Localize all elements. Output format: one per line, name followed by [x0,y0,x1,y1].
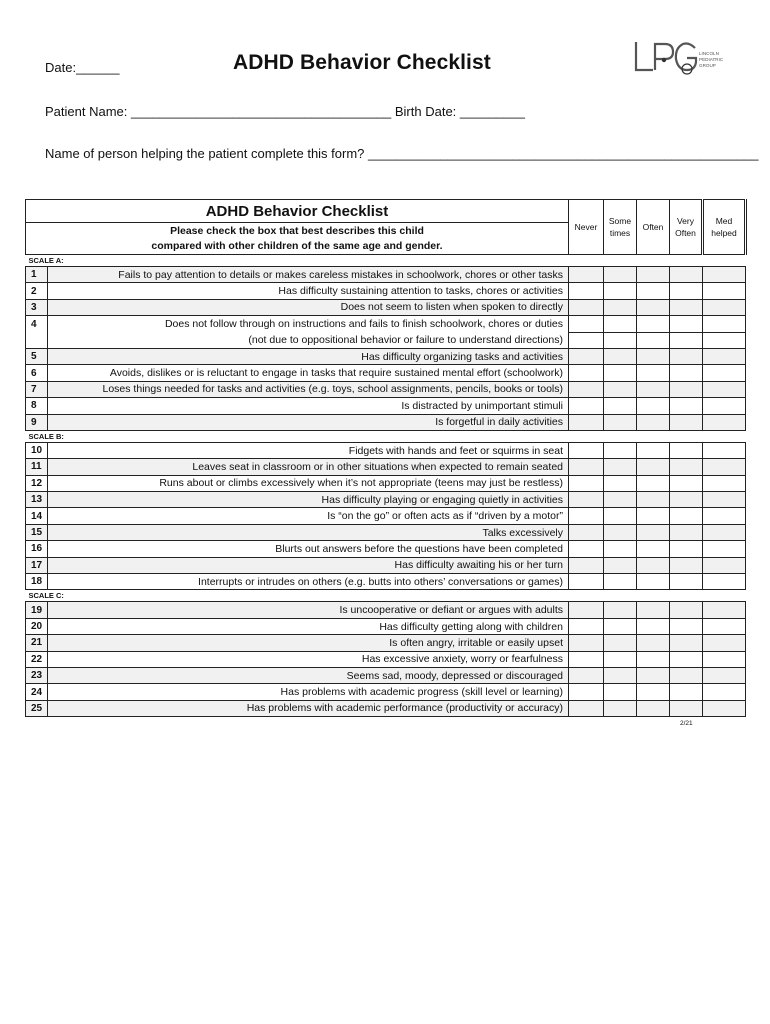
item-number: 11 [26,459,48,475]
sometimes-checkbox[interactable] [604,651,637,667]
med-helped-checkbox[interactable] [703,381,746,397]
item-text: Has difficulty sustaining attention to tasks, chores or activities [48,283,569,299]
often-checkbox[interactable] [637,475,670,491]
very-often-checkbox[interactable] [670,365,703,381]
often-checkbox[interactable] [637,684,670,700]
item-text: Runs about or climbs excessively when it’s not appropriate (teens may just be restless) [48,475,569,491]
sometimes-checkbox[interactable] [604,557,637,573]
very-often-checkbox[interactable] [670,332,703,348]
item-number: 21 [26,635,48,651]
med-helped-checkbox[interactable] [703,557,746,573]
checklist-item-row [26,442,746,458]
checklist-item-row [26,602,746,618]
sometimes-checkbox[interactable] [604,398,637,414]
item-text: (not due to oppositional behavior or failure to understand directions) [48,332,569,348]
sometimes-checkbox[interactable] [604,332,637,348]
checklist-item-row [26,667,746,683]
item-text: Avoids, dislikes or is reluctant to engage in tasks that require sustained mental effort (schoolwork) [48,365,569,381]
never-checkbox[interactable] [569,332,604,348]
item-number: 3 [26,299,48,315]
med-helped-checkbox[interactable] [703,541,746,557]
never-checkbox[interactable] [569,492,604,508]
very-often-checkbox[interactable] [670,299,703,315]
never-checkbox[interactable] [569,651,604,667]
item-text: Seems sad, moody, depressed or discouraged [48,667,569,683]
item-text: Has difficulty awaiting his or her turn [48,557,569,573]
med-helped-checkbox[interactable] [703,414,746,430]
item-number: 7 [26,381,48,397]
med-helped-checkbox[interactable] [703,459,746,475]
item-number: 10 [26,442,48,458]
very-often-checkbox[interactable] [670,442,703,458]
often-checkbox[interactable] [637,332,670,348]
sometimes-checkbox[interactable] [604,475,637,491]
often-checkbox[interactable] [637,602,670,618]
med-helped-checkbox[interactable] [703,492,746,508]
med-helped-checkbox[interactable] [703,398,746,414]
clinic-logo [633,38,729,76]
sometimes-checkbox[interactable] [604,299,637,315]
very-often-checkbox[interactable] [670,700,703,716]
checklist-item-row [26,299,746,315]
sometimes-checkbox[interactable] [604,541,637,557]
item-number: 18 [26,574,48,590]
scale-label: SCALE A: [28,256,64,265]
logo-text-2: PEDIATRIC [699,57,724,62]
item-number: 19 [26,602,48,618]
item-number [26,332,48,348]
often-checkbox[interactable] [637,414,670,430]
very-often-checkbox[interactable] [670,557,703,573]
often-checkbox[interactable] [637,365,670,381]
sometimes-checkbox[interactable] [604,508,637,524]
very-often-checkbox[interactable] [670,492,703,508]
often-checkbox[interactable] [637,348,670,364]
item-text: Has excessive anxiety, worry or fearfulness [48,651,569,667]
item-number: 16 [26,541,48,557]
logo-text-3: GROUP [699,63,716,68]
very-often-checkbox[interactable] [670,316,703,332]
sometimes-checkbox[interactable] [604,316,637,332]
item-number: 8 [26,398,48,414]
item-number: 4 [26,316,48,332]
scale-header-row [26,430,746,442]
sometimes-checkbox[interactable] [604,700,637,716]
med-helped-checkbox[interactable] [703,508,746,524]
checklist-table [25,199,747,717]
page-code: 2/21 [680,720,693,727]
never-checkbox[interactable] [569,381,604,397]
item-number: 22 [26,651,48,667]
very-often-checkbox[interactable] [670,283,703,299]
scale-header-row [26,255,746,267]
sometimes-checkbox[interactable] [604,381,637,397]
med-helped-checkbox[interactable] [703,316,746,332]
checklist-item-row [26,651,746,667]
never-checkbox[interactable] [569,299,604,315]
often-checkbox[interactable] [637,618,670,634]
item-text: Has difficulty playing or engaging quietly in activities [48,492,569,508]
never-checkbox[interactable] [569,459,604,475]
item-number: 12 [26,475,48,491]
often-checkbox[interactable] [637,508,670,524]
item-number: 14 [26,508,48,524]
never-checkbox[interactable] [569,635,604,651]
sometimes-checkbox[interactable] [604,635,637,651]
page-title: ADHD Behavior Checklist [233,51,491,74]
med-helped-checkbox[interactable] [703,283,746,299]
item-text: Fidgets with hands and feet or squirms in seat [48,442,569,458]
checklist-item-row [26,459,746,475]
sometimes-checkbox[interactable] [604,414,637,430]
item-number: 9 [26,414,48,430]
item-text: Loses things needed for tasks and activities (e.g. toys, school assignments, pencils, books or tools) [48,381,569,397]
item-number: 15 [26,524,48,540]
very-often-checkbox[interactable] [670,541,703,557]
very-often-checkbox[interactable] [670,414,703,430]
column-sometimes: Some times [604,200,637,255]
often-checkbox[interactable] [637,459,670,475]
med-helped-checkbox[interactable] [703,475,746,491]
column-often: Often [637,200,670,255]
med-helped-checkbox[interactable] [703,574,746,590]
scale-label: SCALE B: [28,431,64,441]
scale-label: SCALE C: [28,591,64,601]
item-text: Does not follow through on instructions and fails to finish schoolwork, chores or duties [48,316,569,332]
very-often-checkbox[interactable] [670,475,703,491]
item-text: Leaves seat in classroom or in other situations when expected to remain seated [48,459,569,475]
sometimes-checkbox[interactable] [604,283,637,299]
often-checkbox[interactable] [637,398,670,414]
checklist-item-row [26,381,746,397]
checklist-item-row [26,348,746,364]
table-instructions: Please check the box that best describes this child compared with other children of the same age and gender. [26,223,569,255]
very-often-checkbox[interactable] [670,508,703,524]
checklist-item-row [26,618,746,634]
checklist-item-row [26,365,746,381]
often-checkbox[interactable] [637,574,670,590]
item-text: Interrupts or intrudes on others (e.g. butts into others’ conversations or games) [48,574,569,590]
never-checkbox[interactable] [569,618,604,634]
item-text: Has difficulty organizing tasks and activities [48,348,569,364]
column-never: Never [569,200,604,255]
never-checkbox[interactable] [569,348,604,364]
very-often-checkbox[interactable] [670,381,703,397]
med-helped-checkbox[interactable] [703,667,746,683]
never-checkbox[interactable] [569,602,604,618]
never-checkbox[interactable] [569,557,604,573]
very-often-checkbox[interactable] [670,524,703,540]
sometimes-checkbox[interactable] [604,365,637,381]
item-text: Has difficulty getting along with children [48,618,569,634]
checklist-item-row [26,414,746,430]
item-number: 20 [26,618,48,634]
med-helped-checkbox[interactable] [703,684,746,700]
very-often-checkbox[interactable] [670,635,703,651]
often-checkbox[interactable] [637,316,670,332]
med-helped-checkbox[interactable] [703,442,746,458]
scale-header-row [26,590,746,602]
lpg-logo-icon [633,38,729,76]
often-checkbox[interactable] [637,557,670,573]
never-checkbox[interactable] [569,475,604,491]
often-checkbox[interactable] [637,492,670,508]
item-text: Is uncooperative or defiant or argues with adults [48,602,569,618]
helper-name-line: Name of person helping the patient complete this form? ______________________________________________________ [45,146,759,161]
item-text: Is often angry, irritable or easily upset [48,635,569,651]
item-text: Has problems with academic performance (productivity or accuracy) [48,700,569,716]
very-often-checkbox[interactable] [670,459,703,475]
med-helped-checkbox[interactable] [703,602,746,618]
never-checkbox[interactable] [569,684,604,700]
column-very-often: Very Often [670,200,703,255]
checklist-item-row [26,541,746,557]
sometimes-checkbox[interactable] [604,684,637,700]
item-text: Is “on the go” or often acts as if “driven by a motor” [48,508,569,524]
very-often-checkbox[interactable] [670,267,703,283]
item-text: Talks excessively [48,524,569,540]
item-text: Blurts out answers before the questions have been completed [48,541,569,557]
item-number: 13 [26,492,48,508]
item-number: 1 [26,267,48,283]
sometimes-checkbox[interactable] [604,442,637,458]
med-helped-checkbox[interactable] [703,651,746,667]
item-number: 5 [26,348,48,364]
med-helped-checkbox[interactable] [703,365,746,381]
table-title: ADHD Behavior Checklist [26,200,569,223]
item-text: Does not seem to listen when spoken to directly [48,299,569,315]
item-number: 6 [26,365,48,381]
often-checkbox[interactable] [637,541,670,557]
checklist-item-row [26,267,746,283]
often-checkbox[interactable] [637,442,670,458]
very-often-checkbox[interactable] [670,602,703,618]
patient-name-line: Patient Name: ____________________________________ Birth Date: _________ [45,104,525,119]
checklist-item-row [26,316,746,332]
never-checkbox[interactable] [569,398,604,414]
checklist-item-row [26,332,746,348]
never-checkbox[interactable] [569,316,604,332]
sometimes-checkbox[interactable] [604,459,637,475]
date-field-label: Date:______ [45,60,120,75]
med-helped-checkbox[interactable] [703,299,746,315]
item-number: 2 [26,283,48,299]
med-helped-checkbox[interactable] [703,635,746,651]
sometimes-checkbox[interactable] [604,602,637,618]
never-checkbox[interactable] [569,574,604,590]
checklist-item-row [26,492,746,508]
sometimes-checkbox[interactable] [604,574,637,590]
never-checkbox[interactable] [569,667,604,683]
checklist-item-row [26,635,746,651]
med-helped-checkbox[interactable] [703,332,746,348]
item-number: 24 [26,684,48,700]
med-helped-checkbox[interactable] [703,267,746,283]
very-often-checkbox[interactable] [670,684,703,700]
checklist-item-row [26,684,746,700]
checklist-table-wrapper [25,199,745,717]
never-checkbox[interactable] [569,267,604,283]
never-checkbox[interactable] [569,414,604,430]
often-checkbox[interactable] [637,635,670,651]
item-text: Fails to pay attention to details or makes careless mistakes in schoolwork, chores or other tasks [48,267,569,283]
med-helped-checkbox[interactable] [703,700,746,716]
often-checkbox[interactable] [637,267,670,283]
never-checkbox[interactable] [569,541,604,557]
checklist-item-row [26,574,746,590]
often-checkbox[interactable] [637,700,670,716]
checklist-item-row [26,524,746,540]
sometimes-checkbox[interactable] [604,267,637,283]
checklist-item-row [26,700,746,716]
often-checkbox[interactable] [637,651,670,667]
logo-text-1: LINCOLN [699,51,719,56]
checklist-item-row [26,508,746,524]
checklist-item-row [26,398,746,414]
very-often-checkbox[interactable] [670,651,703,667]
item-text: Is forgetful in daily activities [48,414,569,430]
never-checkbox[interactable] [569,442,604,458]
sometimes-checkbox[interactable] [604,524,637,540]
sometimes-checkbox[interactable] [604,618,637,634]
often-checkbox[interactable] [637,524,670,540]
very-often-checkbox[interactable] [670,348,703,364]
never-checkbox[interactable] [569,700,604,716]
med-helped-checkbox[interactable] [703,524,746,540]
checklist-item-row [26,475,746,491]
item-number: 25 [26,700,48,716]
column-med-helped: Med helped [703,200,746,255]
med-helped-checkbox[interactable] [703,348,746,364]
often-checkbox[interactable] [637,667,670,683]
item-number: 23 [26,667,48,683]
sometimes-checkbox[interactable] [604,667,637,683]
item-text: Has problems with academic progress (skill level or learning) [48,684,569,700]
often-checkbox[interactable] [637,381,670,397]
item-text: Is distracted by unimportant stimuli [48,398,569,414]
very-often-checkbox[interactable] [670,398,703,414]
very-often-checkbox[interactable] [670,618,703,634]
never-checkbox[interactable] [569,365,604,381]
med-helped-checkbox[interactable] [703,618,746,634]
sometimes-checkbox[interactable] [604,348,637,364]
never-checkbox[interactable] [569,508,604,524]
often-checkbox[interactable] [637,283,670,299]
item-number: 17 [26,557,48,573]
never-checkbox[interactable] [569,283,604,299]
checklist-item-row [26,283,746,299]
never-checkbox[interactable] [569,524,604,540]
very-often-checkbox[interactable] [670,574,703,590]
sometimes-checkbox[interactable] [604,492,637,508]
very-often-checkbox[interactable] [670,667,703,683]
checklist-item-row [26,557,746,573]
often-checkbox[interactable] [637,299,670,315]
